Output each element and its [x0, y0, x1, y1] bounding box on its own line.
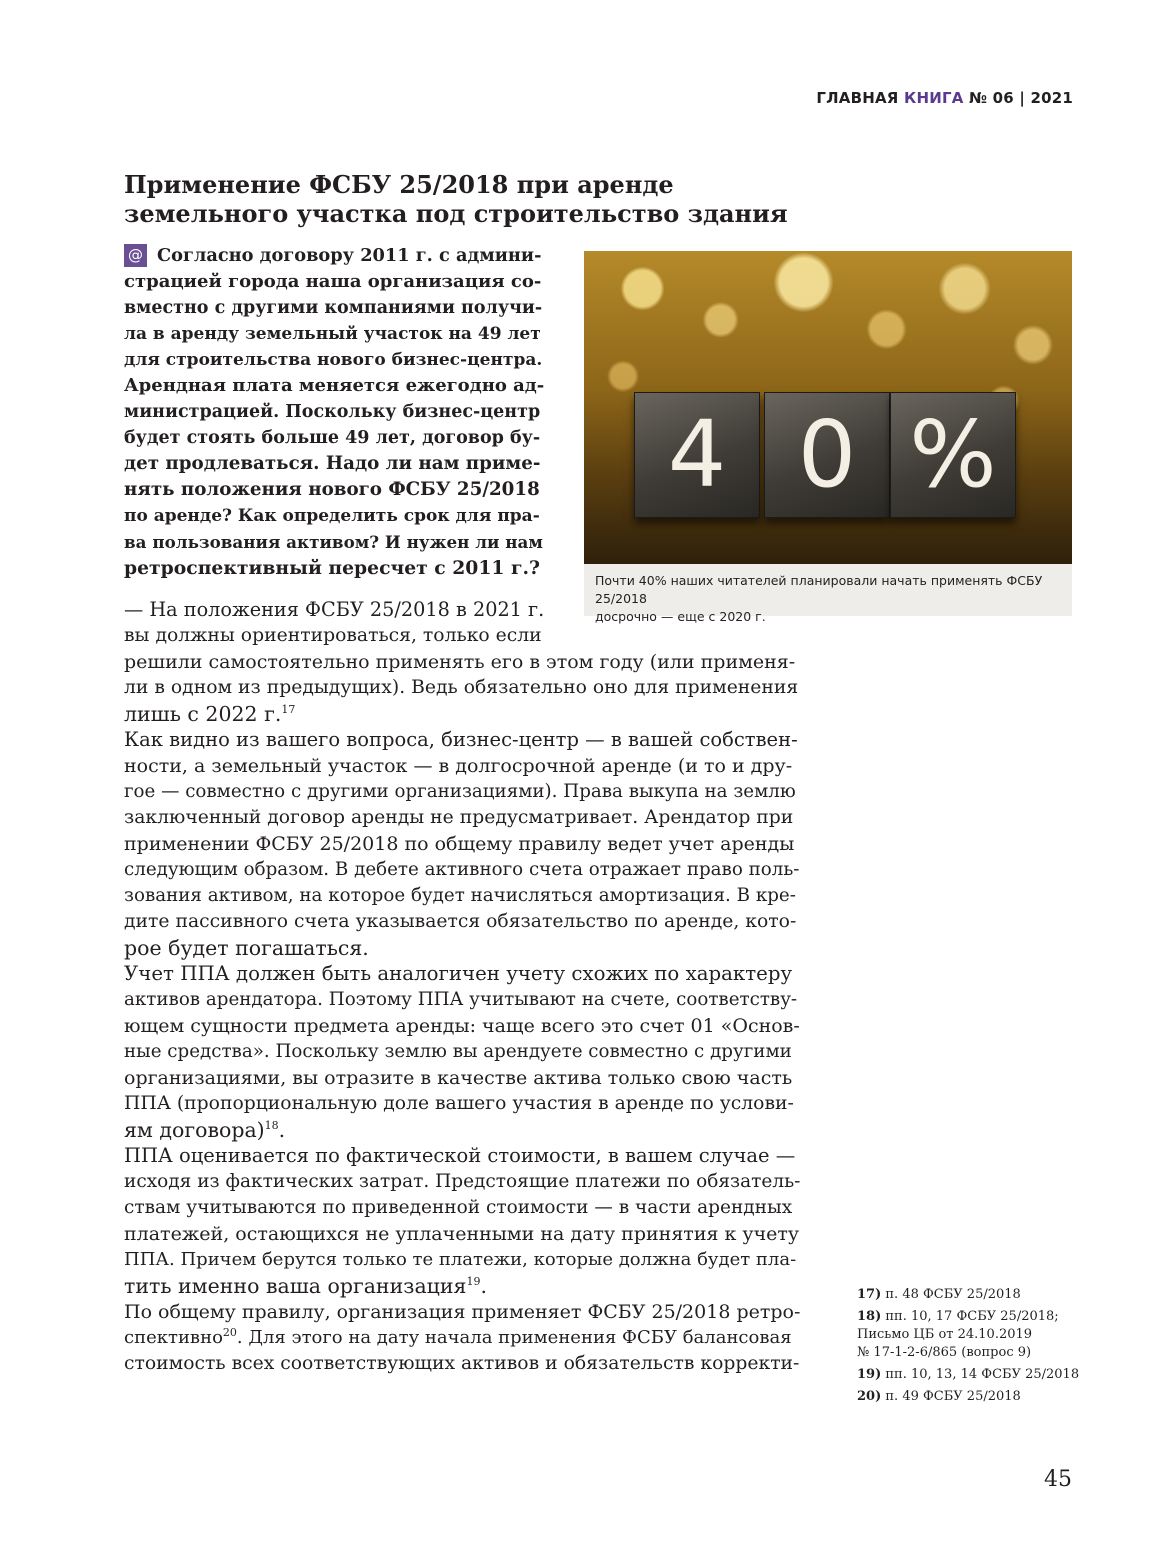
body-line: организациями, вы отразите в качестве актива только свою часть [124, 1067, 793, 1089]
footnote-text: п. 49 ФСБУ 25/2018 [885, 1389, 1021, 1404]
footnote-reference: 20 [222, 1326, 237, 1339]
question-line: ва пользования активом? И нужен ли нам [124, 532, 543, 552]
question-line: для строительства нового бизнес-центра. [124, 350, 543, 370]
question-line: ла в аренду земельный участок на 49 лет [124, 324, 541, 344]
body-line: спективно$^{20}$. Для этого на дату начала применения ФСБУ балансовая [124, 1326, 792, 1348]
footnote-number: 20) [857, 1389, 882, 1404]
title-line: земельного участка под строительство здания [124, 199, 788, 228]
page-number: 45 [1044, 1467, 1072, 1492]
footnote-reference: 18 [264, 1119, 279, 1133]
body-line: Как видно из вашего вопроса, бизнес-центр — в вашей собствен- [124, 728, 798, 751]
body-line: гое — совместно с другими организациями). Права выкупа на землю [124, 781, 796, 802]
footnote-text: п. 48 ФСБУ 25/2018 [885, 1287, 1021, 1302]
body-line: ППА оценивается по фактической стоимости, в вашем случае — [124, 1144, 796, 1167]
question-line: по аренде? Как определить срок для пра- [124, 506, 540, 526]
cube-digit-0: 0 [764, 392, 890, 518]
body-line: решили самостоятельно применять его в этом году (или применя- [124, 651, 796, 673]
body-line: зования активом, на которое будет начисляться амортизация. В кре- [124, 885, 796, 906]
question-line: ретроспективный пересчет с 2011 г.? [124, 557, 540, 579]
body-line: лишь с 2022 г.$^{17}$ [124, 702, 296, 726]
question-line: вместно с другими компаниями получи- [124, 298, 543, 318]
footnote-text: Письмо ЦБ от 24.10.2019 [857, 1327, 1033, 1342]
figure [584, 251, 1072, 624]
footnote [857, 1308, 1087, 1362]
body-line: следующим образом. В дебете активного счета отражает право поль- [124, 859, 800, 880]
footnote-reference: 17 [281, 703, 296, 717]
body-line: стоимость всех соответствующих активов и обязательств корректи- [124, 1353, 800, 1374]
footnote [857, 1286, 1087, 1304]
question-line: дет продлеваться. Надо ли нам приме- [124, 453, 541, 474]
caption-line: досрочно — еще с 2020 г. [595, 609, 766, 624]
body-line: дите пассивного счета указывается обязательство по аренде, кото- [124, 911, 797, 932]
question-line: @ Согласно договору 2011 г. с админи- [124, 243, 541, 269]
figure-caption [595, 572, 1065, 626]
footnotes [857, 1286, 1087, 1410]
body-line: платежей, остающихся не уплаченными на дату принятия к учету [124, 1223, 800, 1245]
footnote-number: 18) [857, 1309, 882, 1324]
article-title [124, 170, 824, 228]
footnote-reference: 19 [466, 1275, 481, 1289]
footnote-text: № 17-1-2-6/865 (вопрос 9) [857, 1345, 1032, 1360]
question-line: нять положения нового ФСБУ 25/2018 [124, 479, 540, 500]
body-line: заключенный договор аренды не предусматривает. Арендатор при [124, 807, 794, 828]
brand-main: ГЛАВНАЯ [816, 89, 899, 107]
question-line: будет стоять больше 49 лет, договор бу- [124, 428, 541, 448]
body-line: Учет ППА должен быть аналогичен учету схожих по характеру [124, 962, 793, 985]
photo-40-percent-cubes [584, 251, 1072, 564]
question-line: министрацией. Поскольку бизнес-центр [124, 402, 541, 422]
body-line: рое будет погашаться. [124, 936, 369, 960]
body-line: вы должны ориентироваться, только если [124, 625, 542, 646]
body-line: ности, а земельный участок — в долгосрочной аренде (и то и дру- [124, 755, 793, 777]
at-sign-icon: @ [124, 244, 147, 267]
body-line: ющем сущности предмета аренды: чаще всего это счет 01 «Основ- [124, 1015, 800, 1037]
body-line: — На положения ФСБУ 25/2018 в 2021 г. [124, 598, 545, 621]
body-line: применении ФСБУ 25/2018 по общему правилу ведет учет аренды [124, 833, 795, 855]
body-line: тить именно ваша организация$^{19}$. [124, 1274, 487, 1298]
body-line: ям договора)$^{18}$. [124, 1118, 286, 1142]
caption-line: Почти 40% наших читателей планировали начать применять ФСБУ 25/2018 [595, 573, 1043, 606]
question-line: Арендная плата меняется ежегодно ад- [124, 375, 545, 396]
brand-accent: КНИГА [904, 89, 964, 107]
body-line: ППА. Причем берутся только те платежи, которые должна будет пла- [124, 1249, 797, 1270]
cube-digit-4: 4 [634, 392, 760, 518]
title-line: Применение ФСБУ 25/2018 при аренде [124, 170, 674, 199]
issue-number: № 06 | 2021 [968, 89, 1073, 107]
magazine-header [816, 89, 1073, 107]
footnote-text: пп. 10, 13, 14 ФСБУ 25/2018 [885, 1367, 1080, 1382]
body-line: ли в одном из предыдущих). Ведь обязательно оно для применения [124, 677, 799, 698]
footnote [857, 1388, 1087, 1406]
question-line: страцией города наша организация со- [124, 271, 542, 292]
body-line: исходя из фактических затрат. Предстоящие платежи по обязатель- [124, 1171, 801, 1192]
footnote-number: 19) [857, 1367, 882, 1382]
cube-percent-sign: % [890, 392, 1016, 518]
body-line: ные средства». Поскольку землю вы арендуете совместно с другими [124, 1041, 792, 1062]
body-line: активов арендатора. Поэтому ППА учитывают на счете, соответству- [124, 989, 798, 1010]
footnote-text: пп. 10, 17 ФСБУ 25/2018; [885, 1309, 1059, 1324]
body-line: ствам учитываются по приведенной стоимости — в части арендных [124, 1197, 793, 1218]
body-line: ППА (пропорциональную доле вашего участия в аренде по услови- [124, 1093, 794, 1114]
footnote-number: 17) [857, 1287, 882, 1302]
body-line: По общему правилу, организация применяет ФСБУ 25/2018 ретро- [124, 1301, 801, 1323]
footnote [857, 1366, 1087, 1384]
